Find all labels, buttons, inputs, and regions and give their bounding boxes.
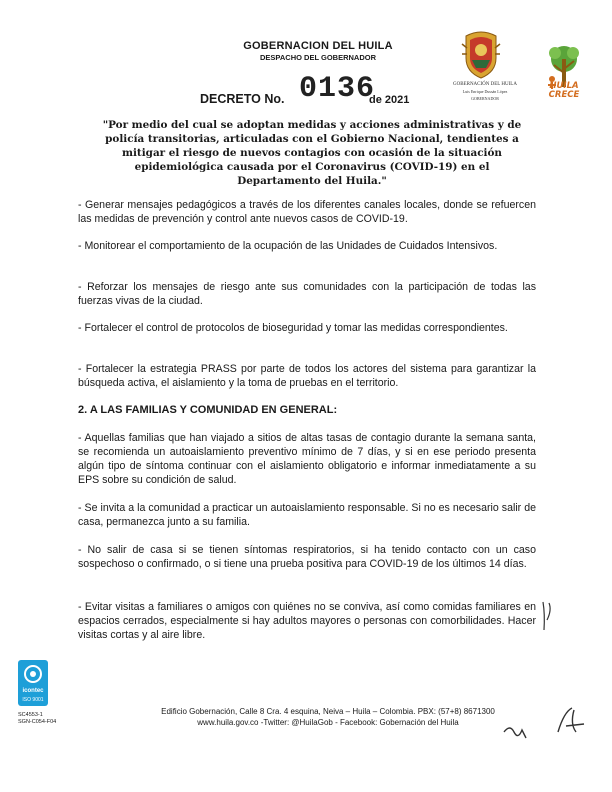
signature-initials-icon [500, 702, 590, 746]
section-heading: 2. A LAS FAMILIAS Y COMUNIDAD EN GENERAL: [78, 404, 338, 416]
paragraph-6: - Aquellas familias que han viajado a sitios de altas tasas de contagio durante la semana santa, se recomienda un autoaislamiento preventivo mínimo de 7 días, y si en ese periodo presenta algún tipo de síntoma continuar con el aislamiento obligatorio e informar inmediatamente a su EPS sobre su condición de salud. [78, 432, 536, 486]
paragraph-2: - Monitorear el comportamiento de la ocupación de las Unidades de Cuidados Intensivos. [78, 240, 498, 252]
header-subtitle: DESPACHO DEL GOBERNADOR [260, 53, 376, 62]
decree-number: 0136 [299, 72, 376, 106]
cert-brand: icontec [22, 688, 44, 694]
handwritten-margin-mark [540, 600, 554, 632]
cert-standard: ISO 9001 [22, 697, 44, 703]
huila-crece-line1: HUILA [549, 81, 579, 91]
paragraph-7: - Se invita a la comunidad a practicar un autoaislamiento responsable. Si no es necesario salir de casa, permanezca junto a su familia. [78, 502, 536, 528]
paragraph-1: - Generar mensajes pedagógicos a través de los diferentes canales locales, donde se refuercen las medidas de prevención y control ante nuevos casos de COVID-19. [78, 199, 536, 225]
cert-code-2: SGN-C054-F04 [18, 719, 57, 725]
paragraph-3: - Reforzar los mensajes de riesgo ante sus comunidades con la participación de todas las fuerzas vivas de la ciudad. [78, 281, 536, 307]
decree-label: DECRETO No. [200, 92, 285, 106]
paragraph-9: - Evitar visitas a familiares o amigos con quiénes no se conviva, así como comidas familiares en espacios cerrados, especialmente si hay adultos mayores o personas con comorbilidades. Hacer visitas cortas y al aire libre. [78, 601, 536, 641]
header-title: GOBERNACION DEL HUILA [243, 40, 393, 52]
paragraph-4: - Fortalecer el control de protocolos de bioseguridad y tomar las medidas correspondientes. [78, 322, 508, 334]
icontec-certification-icon [18, 660, 48, 706]
decree-year: de 2021 [369, 94, 410, 106]
paragraph-8: - No salir de casa si se tienen síntomas respiratorios, si ha tenido contacto con un caso sospechoso o confirmado, o si tiene una prueba positiva para COVID-19 de los últimos 14 días. [78, 544, 536, 570]
footer-address: Edificio Gobernación, Calle 8 Cra. 4 esquina, Neiva – Huila – Colombia. PBX: (57+8) 8671300 [161, 707, 495, 716]
huila-crece-logo-text [540, 82, 588, 100]
decree-subject: "Por medio del cual se adoptan medidas y acciones administrativas y de policía transitorias, articuladas con el Gobierno Nacional, tendientes a mitigar el riesgo de nuevos contagios con ocasión de la situación epidemiológica causada por el Coronavirus (COVID-19) en el Departamento del Huila." [102, 119, 522, 187]
seal-caption-line3: GOBERNADOR [471, 96, 499, 101]
huila-crece-line2: CRECE [548, 90, 580, 100]
coat-of-arms-icon [458, 30, 504, 80]
seal-caption [440, 81, 530, 102]
cert-code-1: SC4553-1 [18, 712, 43, 718]
seal-caption-line2: Luis Enrique Dussán López [462, 89, 508, 94]
footer-web-social: www.huila.gov.co -Twitter: @HuilaGob - Facebook: Gobernación del Huila [197, 718, 459, 727]
seal-caption-line1: GOBERNACIÓN DEL HUILA [453, 82, 517, 87]
paragraph-5: - Fortalecer la estrategia PRASS por parte de todos los actores del sistema para garantizar la búsqueda activa, el aislamiento y la toma de pruebas en el territorio. [78, 363, 536, 389]
